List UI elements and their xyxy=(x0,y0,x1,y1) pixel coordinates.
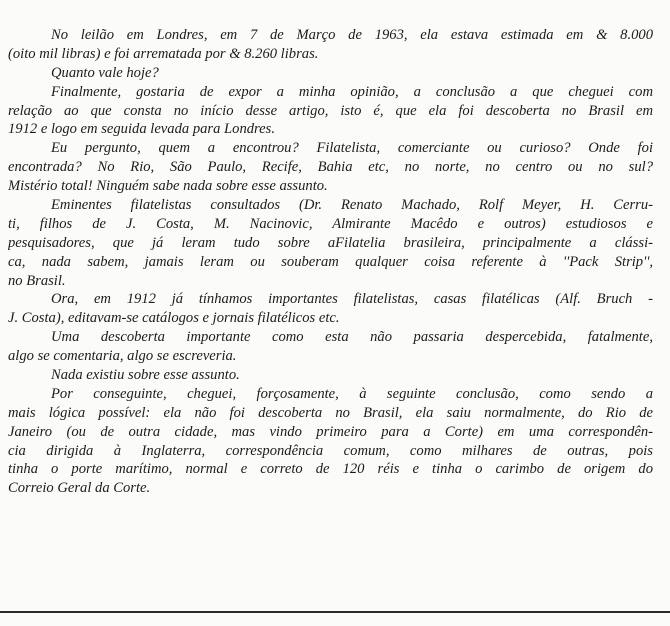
text-line: Mistério total! Ninguém sabe nada sobre esse assunto. xyxy=(8,178,328,195)
text-line: relação ao que consta no início desse artigo, isto é, que ela foi descoberta no Brasil em xyxy=(8,102,653,119)
text-line: Nada existiu sobre esse assunto. xyxy=(51,367,240,384)
text-line: Eu pergunto, quem a encontrou? Filatelista, comerciante ou curioso? Onde foi xyxy=(51,140,653,157)
text-line: (oito mil libras) e foi arrematada por & 8.260 libras. xyxy=(8,45,319,62)
text-line: encontrada? No Rio, São Paulo, Recife, Bahia etc, no norte, no centro ou no sul? xyxy=(8,159,653,176)
text-line: Finalmente, gostaria de expor a minha opinião, a conclusão a que cheguei com xyxy=(51,83,653,100)
text-line: Ora, em 1912 já tínhamos importantes filatelistas, casas filatélicas (Alf. Bruch - xyxy=(51,291,653,308)
text-line: ca, nada sabem, jamais leram ou souberam qualquer coisa referente à ''Pack Strip'', xyxy=(8,253,653,270)
text-line: J. Costa), editavam-se catálogos e jornais filatélicos etc. xyxy=(8,310,340,327)
text-line: No leilão em Londres, em 7 de Março de 1963, ela estava estimada em & 8.000 xyxy=(51,27,653,43)
text-line: 1912 e logo em seguida levada para Londres. xyxy=(8,121,275,138)
text-line: algo se comentaria, algo se escreveria. xyxy=(8,348,237,365)
text-line: no Brasil. xyxy=(8,272,66,289)
text-line: cia dirigida à Inglaterra, correspondência comum, como milhares de outras, pois xyxy=(8,442,653,459)
text-line: Uma descoberta importante como esta não passaria despercebida, fatalmente, xyxy=(51,329,653,346)
text-line: ti, filhos de J. Costa, M. Nacinovic, Almirante Macêdo e outros) estudiosos e xyxy=(8,215,653,232)
text-line: mais lógica possível: ela não foi descoberta no Brasil, ela saiu normalmente, do Rio de xyxy=(8,404,653,421)
text-line: Quanto vale hoje? xyxy=(51,64,159,81)
text-line: Eminentes filatelistas consultados (Dr. Renato Machado, Rolf Meyer, H. Cerru- xyxy=(51,197,653,214)
bottom-rule xyxy=(0,611,670,613)
text-line: Por conseguinte, cheguei, forçosamente, à seguinte conclusão, como sendo a xyxy=(51,385,653,402)
text-line: Correio Geral da Corte. xyxy=(8,480,151,497)
text-line: Janeiro (ou de outra cidade, mas vindo primeiro para a Corte) em uma correspondên- xyxy=(8,423,653,440)
text-line: pesquisadores, que já leram tudo sobre aFilatelia brasileira, principalmente a clássi- xyxy=(8,234,653,251)
document-body xyxy=(8,26,653,498)
text-line: tinha o porte marítimo, normal e correto de 120 réis e tinha o carimbo de origem do xyxy=(8,461,653,478)
